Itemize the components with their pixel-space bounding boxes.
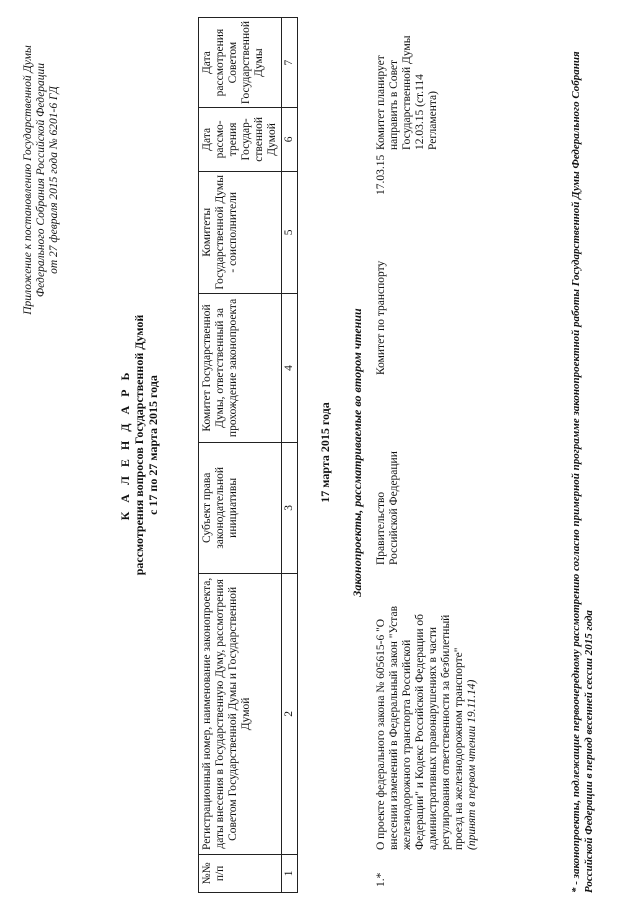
calendar-title [118,165,160,725]
appendix-line: Федерального Собрания Российской Федерации [35,62,47,298]
title-line: с 17 по 27 марта 2015 года [146,375,160,515]
table-header-row [199,18,282,893]
table-number-row [282,18,298,893]
column-header: Дата рассмо- трения Государ- ственной Думой [199,108,282,171]
appendix-line: от 27 февраля 2015 года № 6201-6 ГД [48,86,60,274]
title-line: К А Л Е Н Д А Р Ь [118,369,132,521]
column-header: Комитет Государственной Думы, ответственный за прохождение законопроекта [199,294,282,443]
item-committee: Комитет по транспорту [375,260,387,375]
item-bill [375,590,479,850]
item-subject: Правительство Российской Федерации [375,451,400,565]
column-number: 4 [282,294,298,443]
column-number: 5 [282,171,298,293]
item-council: Комитет планирует направить в Совет Государственной Думы 12.03.15 (ст.114 Регламента) [375,35,439,150]
column-number: 1 [282,854,298,892]
date-heading: 17 марта 2015 года [318,402,332,503]
column-header: Дата рассмотрения Советом Государственной Думы [199,18,282,108]
calendar-table [198,17,298,893]
bill-note: (принят в первом чтении 19.11.14) [466,679,478,850]
column-number: 2 [282,573,298,854]
item-date: 17.03.15 [375,154,387,195]
footnote: * - законопроекты, подлежащие первоочередному рассмотрению согласно примерной программе законопроектной работы Государственной Думы Федерального Собрания Российской Федерации в период весенней сессии 2015 года [570,51,595,893]
column-number: 6 [282,108,298,171]
column-number: 7 [282,18,298,108]
item-number: 1.* [375,872,387,887]
column-header: Комитеты Государственной Думы - соисполнители [199,171,282,293]
appendix-line: Приложение к постановлению Государственной Думы [22,45,34,315]
title-line: рассмотрения вопросов Государственной Думой [132,314,146,576]
section-heading: Законопроекты, рассматриваемые во втором чтении [350,308,364,597]
column-header: №№ п/п [199,854,282,892]
bill-text: О проекте федерального закона № 605615-6 "О внесении изменений в Федеральный закон "Устав железнодорожного транспорта Российской Федерации" и Кодекс Российской Федерации об административных правонарушениях в части регулирования ответственности за безбилетный проезд на железнодорожном транспорте" [375,605,465,850]
appendix-header [22,15,61,345]
column-header: Субъект права законодательной инициативы [199,442,282,573]
column-number: 3 [282,442,298,573]
column-header: Регистрационный номер, наименование законопроекта, даты внесения в Государственную Думу, рассмотрения Советом Государственной Думы и Государственной Думой [199,573,282,854]
